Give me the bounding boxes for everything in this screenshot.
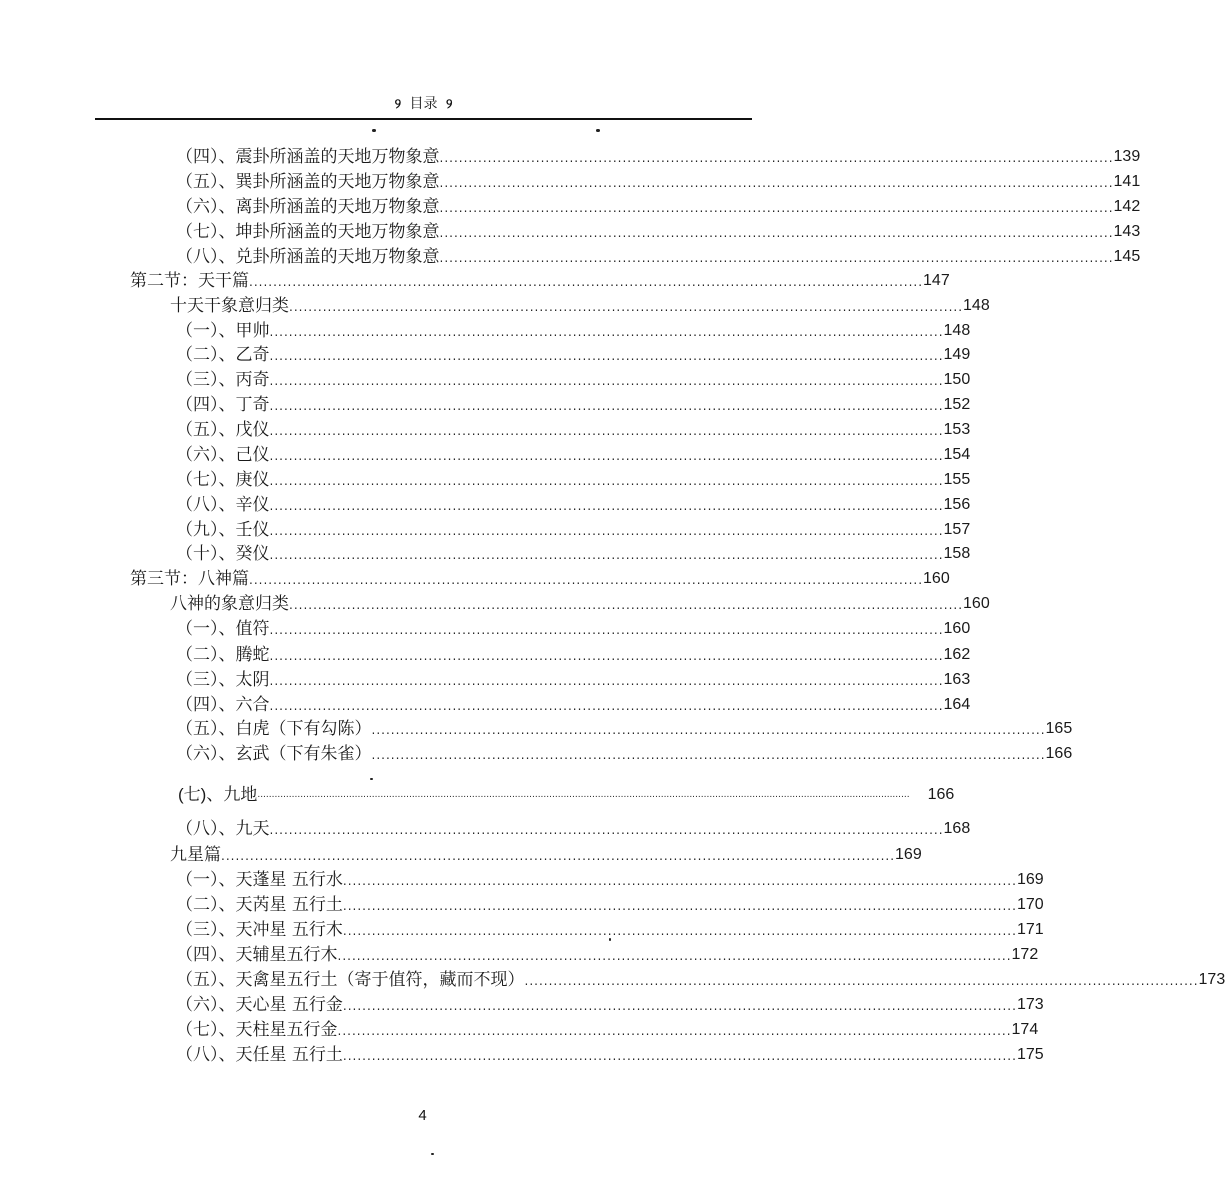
toc-entry-page: 171 xyxy=(1016,921,1044,938)
dot-leader: ............................................................................................................................................ xyxy=(269,349,944,363)
toc-entry-label: （二）、乙奇 xyxy=(176,345,270,365)
dot-leader: ............................................................................................................................................ xyxy=(269,499,944,513)
toc-entry-label: （七）、坤卦所涵盖的天地万物象意 xyxy=(176,222,440,242)
toc-entry[interactable] xyxy=(176,741,1073,765)
toc-entry-label: （五）、巽卦所涵盖的天地万物象意 xyxy=(176,172,440,192)
toc-entry[interactable] xyxy=(176,517,971,541)
toc-entry[interactable] xyxy=(176,194,1141,218)
dot-leader: ............................................................................................................................................ xyxy=(269,399,944,413)
toc-entry[interactable] xyxy=(178,782,955,806)
toc-entry-page: 152 xyxy=(943,396,971,413)
toc-entry-page: 149 xyxy=(943,346,971,363)
toc-entry-page: 169 xyxy=(895,846,922,863)
toc-entry[interactable] xyxy=(176,992,1044,1016)
toc-entry-label: （三）、丙奇 xyxy=(176,370,270,390)
toc-entry-label: （四）、天辅星五行木 xyxy=(176,945,338,965)
toc-entry-label: （四）、丁奇 xyxy=(176,395,270,415)
dot-leader: ............................................................................................................................................ xyxy=(337,949,1012,963)
dot-leader: ............................................................................................................................................ xyxy=(289,300,964,314)
toc-entry[interactable] xyxy=(176,169,1141,193)
dot-leader: ............................................................................................................................................ xyxy=(439,201,1114,215)
toc-entry-label: 第二节：天干篇 xyxy=(130,271,249,291)
toc-entry[interactable] xyxy=(176,1017,1039,1041)
toc-entry-page: 150 xyxy=(943,371,971,388)
toc-entry-label: （十）、癸仪 xyxy=(176,544,270,564)
toc-entry-label: （六）、己仪 xyxy=(176,445,270,465)
toc-entry-label: 第三节：八神篇 xyxy=(130,569,249,589)
dot-leader: ............................................................................................................................................ xyxy=(269,548,944,562)
toc-entry-page: 139 xyxy=(1113,148,1141,165)
toc-entry-page: 147 xyxy=(923,272,950,289)
toc-entry[interactable] xyxy=(176,442,971,466)
ink-speck xyxy=(370,778,373,780)
toc-section-entry[interactable] xyxy=(130,566,950,590)
toc-entry[interactable] xyxy=(176,417,971,441)
toc-entry-label: （二）、天芮星 五行土 xyxy=(176,895,343,915)
toc-entry-page: 142 xyxy=(1113,198,1141,215)
toc-entry[interactable] xyxy=(176,467,971,491)
toc-entry[interactable] xyxy=(176,892,1044,916)
dot-leader: .................................................................................................................................................................................................................................... xyxy=(257,790,910,800)
toc-entry-label: (七)、九地 xyxy=(178,785,258,804)
toc-entry[interactable] xyxy=(176,318,971,342)
dot-leader: ............................................................................................................................................ xyxy=(269,623,944,637)
dot-leader: ............................................................................................................................................ xyxy=(337,1024,1012,1038)
toc-entry-label: （五）、天禽星五行土（寄于值符，藏而不现） xyxy=(176,970,525,990)
dot-leader: ............................................................................................................................................ xyxy=(249,275,924,289)
toc-entry-page: 165 xyxy=(1045,720,1073,737)
toc-entry-page: 172 xyxy=(1011,946,1039,963)
dot-leader: ............................................................................................................................................ xyxy=(269,699,944,713)
toc-entry[interactable] xyxy=(176,667,971,691)
ink-speck xyxy=(609,938,611,941)
dot-leader: ............................................................................................................................................ xyxy=(269,374,944,388)
toc-entry[interactable] xyxy=(176,867,1044,891)
toc-entry[interactable] xyxy=(176,367,971,391)
toc-entry-page: 175 xyxy=(1016,1046,1044,1063)
toc-entry-page: 155 xyxy=(943,471,971,488)
dot-leader: ............................................................................................................................................ xyxy=(371,723,1046,737)
toc-entry[interactable] xyxy=(176,942,1039,966)
toc-entry-page: 160 xyxy=(943,620,971,637)
toc-entry-label: （二）、腾蛇 xyxy=(176,645,270,665)
dot-leader: ............................................................................................................................................ xyxy=(342,999,1017,1013)
toc-entry-page: 162 xyxy=(943,646,971,663)
toc-entry-page: 158 xyxy=(943,545,971,562)
toc-entry-label: （三）、天冲星 五行木 xyxy=(176,920,343,940)
toc-entry-page: 173 xyxy=(1016,996,1044,1013)
toc-subsection-entry[interactable] xyxy=(170,293,990,317)
toc-entry-label: 九星篇 xyxy=(170,845,221,865)
toc-entry-label: （七）、庚仪 xyxy=(176,470,270,490)
toc-entry-label: （六）、天心星 五行金 xyxy=(176,995,343,1015)
toc-entry[interactable] xyxy=(176,342,971,366)
toc-entry-label: （四）、震卦所涵盖的天地万物象意 xyxy=(176,147,440,167)
toc-entry-label: （六）、离卦所涵盖的天地万物象意 xyxy=(176,197,440,217)
toc-entry-label: （九）、壬仪 xyxy=(176,520,270,540)
toc-entry-label: （一）、天蓬星 五行水 xyxy=(176,870,343,890)
dot-leader: ............................................................................................................................................ xyxy=(269,424,944,438)
dot-leader: ............................................................................................................................................ xyxy=(269,325,944,339)
dot-leader: ............................................................................................................................................ xyxy=(342,924,1017,938)
dot-leader: ............................................................................................................................................ xyxy=(342,1049,1017,1063)
toc-entry-page: 160 xyxy=(923,570,950,587)
toc-entry[interactable] xyxy=(176,144,1141,168)
toc-entry-label: 十天干象意归类 xyxy=(170,296,289,316)
toc-entry-label: （五）、白虎（下有勾陈） xyxy=(176,719,372,739)
dot-leader: ............................................................................................................................................ xyxy=(439,176,1114,190)
ink-speck xyxy=(431,1153,434,1155)
toc-entry-page: 157 xyxy=(943,521,971,538)
dot-leader: ............................................................................................................................................ xyxy=(371,748,1046,762)
toc-subsection-entry[interactable] xyxy=(170,591,990,615)
dot-leader: ............................................................................................................................................ xyxy=(221,849,896,863)
toc-subsection-entry[interactable] xyxy=(170,842,922,866)
dot-leader: ............................................................................................................................................ xyxy=(524,974,1199,988)
header-title: 目录 xyxy=(409,96,438,112)
toc-entry-page: 174 xyxy=(1011,1021,1039,1038)
toc-entry[interactable] xyxy=(176,692,971,716)
toc-entry-page: 156 xyxy=(943,496,971,513)
toc-entry-label: （五）、戊仪 xyxy=(176,420,270,440)
toc-entry-page: 154 xyxy=(943,446,971,463)
right-ornament-icon: ୨ xyxy=(445,97,453,112)
toc-entry-label: 八神的象意归类 xyxy=(170,594,289,614)
toc-entry-label: （四）、六合 xyxy=(176,695,270,715)
dot-leader: ............................................................................................................................................ xyxy=(342,899,1017,913)
toc-entry-label: （七）、天柱星五行金 xyxy=(176,1020,338,1040)
dot-leader: ............................................................................................................................................ xyxy=(269,524,944,538)
toc-entry[interactable] xyxy=(176,816,971,840)
toc-entry-label: （一）、甲帅 xyxy=(176,321,270,341)
toc-entry-label: （八）、兑卦所涵盖的天地万物象意 xyxy=(176,247,440,267)
toc-entry[interactable] xyxy=(176,917,1044,941)
dot-leader: ............................................................................................................................................ xyxy=(439,151,1114,165)
toc-entry-page: 169 xyxy=(1016,871,1044,888)
toc-section-entry[interactable] xyxy=(130,268,950,292)
toc-entry-page: 164 xyxy=(943,696,971,713)
toc-entry-page: 173 xyxy=(1198,971,1225,988)
dot-leader: ............................................................................................................................................ xyxy=(439,251,1114,265)
toc-entry-page: 160 xyxy=(963,595,990,612)
toc-entry-label: （六）、玄武（下有朱雀） xyxy=(176,744,372,764)
dot-leader: ............................................................................................................................................ xyxy=(289,598,964,612)
toc-entry-page: 148 xyxy=(943,322,971,339)
toc-entry-page: 141 xyxy=(1113,173,1141,190)
toc-entry-page: 143 xyxy=(1113,223,1141,240)
toc-entry[interactable] xyxy=(176,1042,1044,1066)
toc-entry[interactable] xyxy=(176,219,1141,243)
dot-leader: ............................................................................................................................................ xyxy=(249,573,924,587)
toc-entry[interactable] xyxy=(176,244,1141,268)
toc-entry-label: （三）、太阴 xyxy=(176,670,270,690)
toc-entry-page: 166 xyxy=(1045,745,1073,762)
dot-leader: ............................................................................................................................................ xyxy=(439,226,1114,240)
toc-entry[interactable] xyxy=(176,967,1225,991)
dot-leader: ............................................................................................................................................ xyxy=(269,449,944,463)
toc-entry-page: 163 xyxy=(943,671,971,688)
dot-leader: ............................................................................................................................................ xyxy=(269,674,944,688)
toc-entry[interactable] xyxy=(176,492,971,516)
toc-entry-page: 148 xyxy=(963,297,990,314)
toc-entry-label: （八）、辛仪 xyxy=(176,495,270,515)
toc-entry-page: 168 xyxy=(943,820,971,837)
toc-entry-page: 170 xyxy=(1016,896,1044,913)
toc-entry[interactable] xyxy=(176,541,971,565)
toc-entry-label: （八）、九天 xyxy=(176,819,270,839)
toc-entry[interactable] xyxy=(176,642,971,666)
dot-leader: ............................................................................................................................................ xyxy=(342,874,1017,888)
dot-leader: ............................................................................................................................................ xyxy=(269,474,944,488)
dot-leader: ............................................................................................................................................ xyxy=(269,649,944,663)
toc-entry-page: 153 xyxy=(943,421,971,438)
toc-entry[interactable] xyxy=(176,616,971,640)
toc-entry-page: 145 xyxy=(1113,248,1141,265)
toc-entry[interactable] xyxy=(176,392,971,416)
toc-entry-label: （八）、天任星 五行土 xyxy=(176,1045,343,1065)
left-ornament-icon: ୨ xyxy=(394,97,402,112)
toc-entry-label: （一）、值符 xyxy=(176,619,270,639)
toc-entry[interactable] xyxy=(176,716,1073,740)
toc-entry-page: 166 xyxy=(927,786,955,803)
dot-leader: ............................................................................................................................................ xyxy=(269,823,944,837)
page-number: 4 xyxy=(418,1107,427,1124)
